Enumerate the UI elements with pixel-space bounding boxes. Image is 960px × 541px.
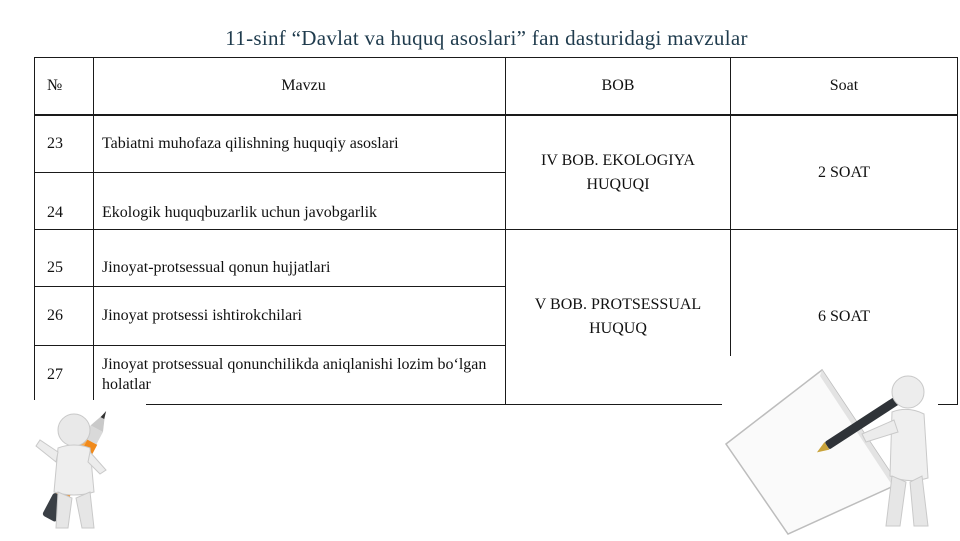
- row-topic: Ekologik huquqbuzarlik uchun javobgarlik: [102, 204, 378, 221]
- table-row: [35, 115, 958, 173]
- table-row: [35, 230, 958, 287]
- figure-with-pen-icon: [12, 400, 146, 536]
- row-topic: Jinoyat protsessual qonunchilikda aniqlanishi lozim bo‘lgan holatlar: [94, 346, 506, 405]
- row-number: 27: [35, 346, 94, 405]
- row-number: 26: [35, 287, 94, 346]
- header-num: №: [35, 58, 94, 116]
- header-bob: BOB: [506, 58, 731, 116]
- header-topic: Mavzu: [94, 58, 506, 116]
- row-number: 25: [47, 259, 63, 276]
- soat-cell-6: 6 SOAT: [731, 230, 958, 405]
- row-number: 23: [35, 115, 94, 173]
- bob-cell-iv: IV BOB. EKOLOGIYA HUQUQI: [506, 115, 731, 230]
- row-number: 24: [47, 204, 63, 221]
- row-topic: Jinoyat protsessi ishtirokchilari: [94, 287, 506, 346]
- soat-cell-2: 2 SOAT: [731, 115, 958, 230]
- topics-table: [34, 57, 958, 405]
- bob-cell-v: V BOB. PROTSESSUAL HUQUQ: [506, 230, 731, 405]
- table-header-row: [35, 58, 958, 116]
- figure-writing-on-paper-icon: [722, 356, 938, 536]
- row-topic: Jinoyat-protsessual qonun hujjatlari: [102, 259, 331, 276]
- row-topic: Tabiatni muhofaza qilishning huquqiy asoslari: [94, 115, 506, 173]
- header-soat: Soat: [731, 58, 958, 116]
- page-title: 11-sinf “Davlat va huquq asoslari” fan dasturidagi mavzular: [225, 26, 748, 50]
